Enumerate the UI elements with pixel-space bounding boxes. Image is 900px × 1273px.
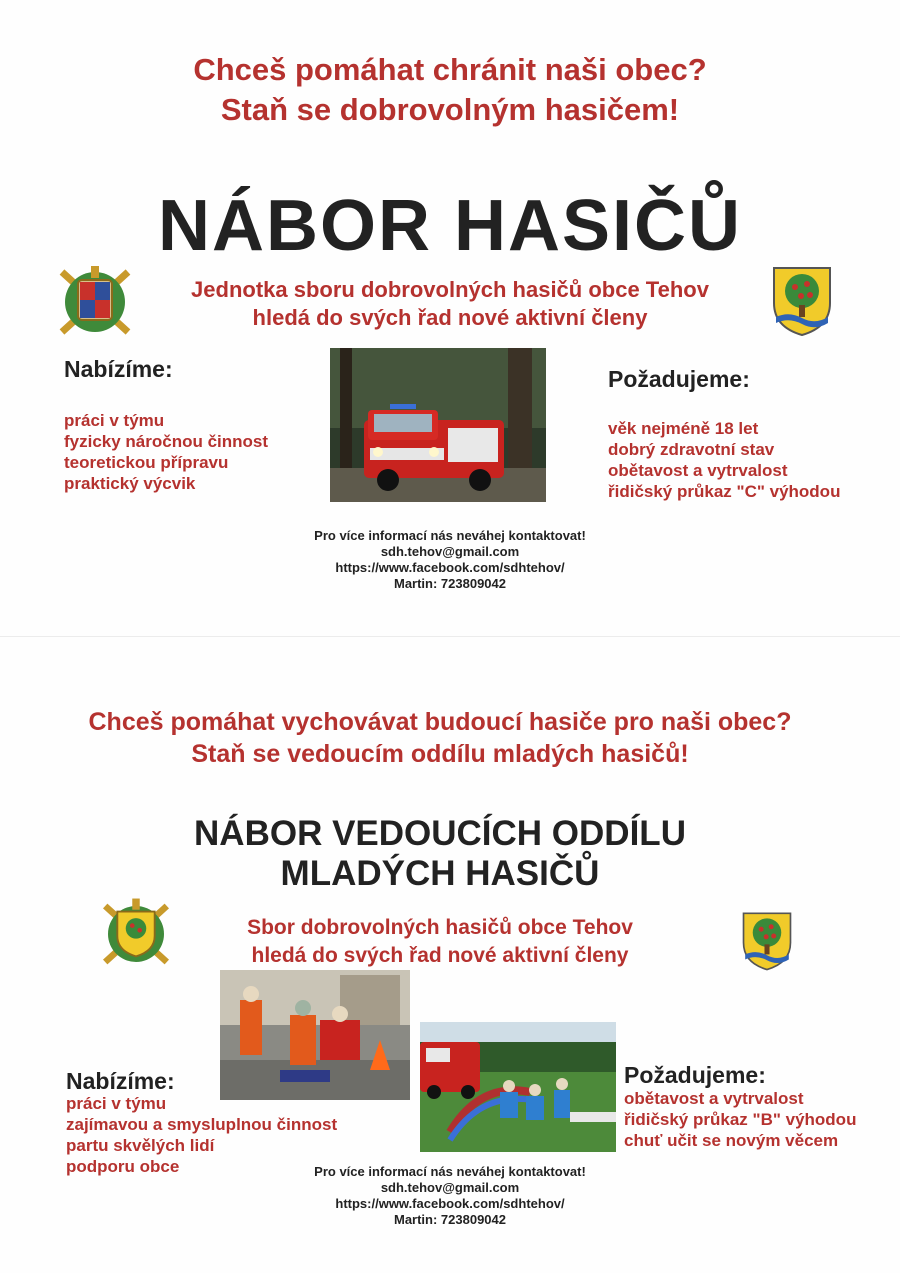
list-item: práci v týmu xyxy=(66,1094,167,1113)
poster2-contact xyxy=(230,1164,670,1228)
subtitle-line: Jednotka sboru dobrovolných hasičů obce Tehov xyxy=(191,277,709,302)
poster2-subtitle xyxy=(190,914,690,970)
fire-truck-photo xyxy=(330,348,546,502)
subtitle-line: hledá do svých řad nové aktivní členy xyxy=(252,305,648,330)
list-item: teoretickou přípravu xyxy=(64,453,229,472)
list-item: fyzicky náročnou činnost xyxy=(64,432,269,451)
firefighter-emblem-icon xyxy=(94,896,178,972)
contact-phone: Martin: 723809042 xyxy=(393,1212,506,1227)
poster1-contact xyxy=(230,528,670,592)
list-item: obětavost a vytrvalost xyxy=(608,461,788,480)
poster2-headline xyxy=(0,706,880,770)
contact-facebook: https://www.facebook.com/sdhtehov/ xyxy=(335,560,565,575)
title-line: MLADÝCH HASIČŮ xyxy=(280,854,600,893)
contact-facebook: https://www.facebook.com/sdhtehov/ xyxy=(335,1196,565,1211)
list-item: zajímavou a smysluplnou činnost xyxy=(66,1115,338,1134)
list-item: práci v týmu xyxy=(64,411,165,430)
poster2-title xyxy=(0,814,880,894)
contact-line: Pro více informací nás neváhej kontaktovat! xyxy=(314,528,586,543)
contact-line: Pro více informací nás neváhej kontaktovat! xyxy=(314,1164,586,1179)
poster1-headline xyxy=(0,50,900,130)
poster2-require-list xyxy=(624,1088,856,1151)
poster1-require-heading: Požadujeme: xyxy=(608,366,750,392)
tehov-coat-of-arms-icon xyxy=(741,910,793,972)
list-item: obětavost a vytrvalost xyxy=(624,1089,804,1108)
contact-email: sdh.tehov@gmail.com xyxy=(380,1180,520,1195)
poster1-require-list xyxy=(608,418,840,502)
contact-phone: Martin: 723809042 xyxy=(393,576,506,591)
list-item: dobrý zdravotní stav xyxy=(608,440,775,459)
contact-email: sdh.tehov@gmail.com xyxy=(380,544,520,559)
subtitle-line: hledá do svých řad nové aktivní členy xyxy=(251,944,629,967)
list-item: chuť učit se novým věcem xyxy=(624,1131,839,1150)
firefighter-emblem-icon xyxy=(50,262,140,342)
headline-line: Chceš pomáhat vychovávat budoucí hasiče pro naši obec? xyxy=(88,708,792,736)
headline-line: Chceš pomáhat chránit naši obec? xyxy=(193,52,707,87)
list-item: praktický výcvik xyxy=(64,474,196,493)
poster1-title: NÁBOR HASIČŮ xyxy=(157,186,742,266)
poster1-offer-list xyxy=(64,410,268,494)
youth-drill-photo xyxy=(420,1022,616,1152)
title-line: NÁBOR VEDOUCÍCH ODDÍLU xyxy=(194,814,686,853)
headline-line: Staň se dobrovolným hasičem! xyxy=(220,92,680,127)
list-item: řidičský průkaz "C" výhodou xyxy=(608,482,841,501)
poster1-subtitle xyxy=(140,276,760,332)
list-item: věk nejméně 18 let xyxy=(608,419,759,438)
poster2-require-heading: Požadujeme: xyxy=(624,1062,766,1088)
rescue-drill-photo xyxy=(220,970,410,1100)
tehov-coat-of-arms-icon xyxy=(771,265,833,337)
list-item: podporu obce xyxy=(66,1157,180,1176)
poster1-offer-heading: Nabízíme: xyxy=(64,356,173,382)
subtitle-line: Sbor dobrovolných hasičů obce Tehov xyxy=(247,916,633,939)
list-item: řidičský průkaz "B" výhodou xyxy=(624,1110,857,1129)
headline-line: Staň se vedoucím oddílu mladých hasičů! xyxy=(191,740,689,768)
poster2-offer-heading: Nabízíme: xyxy=(66,1068,175,1094)
list-item: partu skvělých lidí xyxy=(66,1136,215,1155)
poster-divider xyxy=(0,636,900,637)
